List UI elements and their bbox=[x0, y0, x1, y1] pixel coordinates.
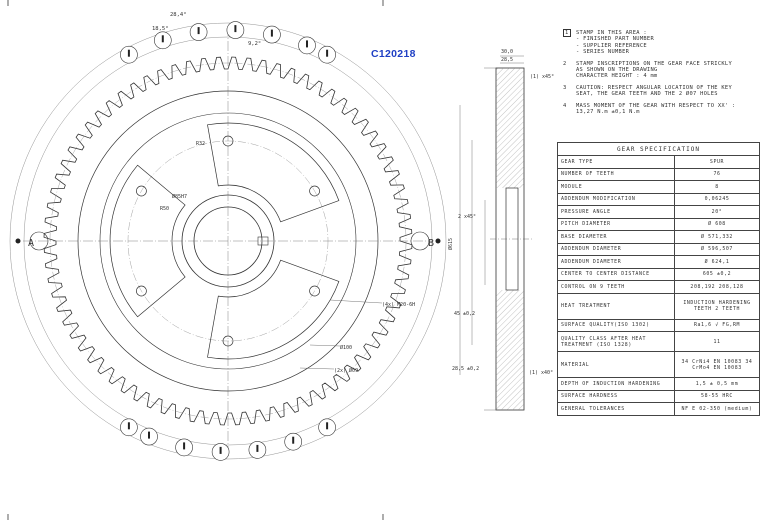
spec-title-row bbox=[558, 143, 760, 156]
stamp-mark bbox=[198, 27, 200, 34]
dim-hole-label: Ø85H7 bbox=[172, 194, 188, 200]
note-text: STAMP INSCRIPTIONS ON THE GEAR FACE STRICKLY AS SHOWN ON THE DRAWING CHARACTER HEIGHT : 4 mm bbox=[576, 60, 732, 80]
spec-value: 34 CrNi4 EN 10083 34 CrMo4 EN 10083 bbox=[675, 352, 760, 378]
gear-specification-table bbox=[557, 142, 760, 416]
spec-row bbox=[558, 403, 760, 416]
spec-value: 76 bbox=[675, 168, 760, 181]
spec-row bbox=[558, 319, 760, 332]
stamp-mark bbox=[271, 30, 273, 37]
note-text: STAMP IN THIS AREA : - FINISHED PART NUMBER - SUPPLIER REFERENCE - SERIES NUMBER bbox=[576, 30, 654, 56]
spec-value: 20° bbox=[675, 206, 760, 219]
spec-label: ADDENDUM DIAMETER bbox=[558, 256, 675, 269]
gear-section-view bbox=[460, 56, 532, 410]
section-width-label: 30,0 bbox=[501, 49, 514, 55]
spec-label: NUMBER OF TEETH bbox=[558, 168, 675, 181]
spec-row bbox=[558, 206, 760, 219]
spec-label: MATERIAL bbox=[558, 352, 675, 378]
overall-diameter-label: Ø615 bbox=[448, 237, 454, 250]
dim-right-label: (4x) M20-6H bbox=[382, 302, 416, 308]
note-text: CAUTION: RESPECT ANGULAR LOCATION OF THE KEY SEAT, THE GEAR TEETH AND THE 2 Ø07 HOLES bbox=[576, 84, 732, 98]
note-item bbox=[563, 61, 763, 80]
spec-row bbox=[558, 378, 760, 391]
section-b-label: B bbox=[428, 238, 435, 249]
spec-value: Ø 571,332 bbox=[675, 231, 760, 244]
section-a-label: A bbox=[28, 238, 35, 249]
dim-bore-label: Ø100 bbox=[340, 345, 353, 351]
spec-row bbox=[558, 281, 760, 294]
stamp-mark bbox=[234, 25, 236, 32]
chamfer-left-label: 2 x45° bbox=[458, 214, 477, 220]
spec-value: SPUR bbox=[675, 156, 760, 169]
spec-label: BASE DIAMETER bbox=[558, 231, 675, 244]
section-marker-dot bbox=[16, 239, 21, 244]
spec-value: Ø 624,1 bbox=[675, 256, 760, 269]
stamp-mark bbox=[162, 35, 164, 42]
dim-bottom-left-label: 28,5 ±0,2 bbox=[452, 366, 480, 372]
note-text: MASS MOMENT OF THE GEAR WITH RESPECT TO XX' : 13,27 N.m ±0,1 N.m bbox=[576, 102, 736, 116]
section-width2-label: 28,5 bbox=[501, 57, 514, 63]
note-item bbox=[563, 85, 763, 98]
section-marker-dot bbox=[436, 239, 441, 244]
spec-row bbox=[558, 156, 760, 169]
spec-label: PITCH DIAMETER bbox=[558, 218, 675, 231]
spec-row bbox=[558, 390, 760, 403]
spec-label: HEAT TREATMENT bbox=[558, 293, 675, 319]
angle-top-label: 28,4° bbox=[170, 12, 187, 18]
spec-label: ADDENDUM DIAMETER bbox=[558, 243, 675, 256]
dim-bottom-label: (2x) Ø09 bbox=[334, 368, 359, 374]
spec-label: CENTER TO CENTER DISTANCE bbox=[558, 268, 675, 281]
spec-value: NF E 02-350 (medium) bbox=[675, 403, 760, 416]
spec-title: GEAR SPECIFICATION bbox=[558, 143, 760, 156]
spec-value: 58-55 HRC bbox=[675, 390, 760, 403]
spec-row bbox=[558, 193, 760, 206]
spec-row bbox=[558, 231, 760, 244]
chamfer-top-label: (1) x45° bbox=[530, 74, 555, 80]
spec-value: 605 ±0,2 bbox=[675, 268, 760, 281]
spec-row bbox=[558, 218, 760, 231]
spec-row bbox=[558, 332, 760, 352]
stamp-mark bbox=[128, 50, 130, 57]
stamp-mark bbox=[220, 447, 222, 454]
spec-label: GENERAL TOLERANCES bbox=[558, 403, 675, 416]
spec-row bbox=[558, 293, 760, 319]
spec-value: 11 bbox=[675, 332, 760, 352]
leader-line bbox=[330, 300, 382, 303]
dim-left-label: 45 ±0,2 bbox=[454, 311, 476, 317]
drawing-number: C120218 bbox=[371, 48, 416, 60]
note-number: 3 bbox=[563, 84, 567, 91]
chamfer-bottom-label: (1) x40° bbox=[529, 370, 554, 376]
spec-label: GEAR TYPE bbox=[558, 156, 675, 169]
stamp-mark bbox=[292, 437, 294, 444]
spec-value: 1,5 ± 0,5 mm bbox=[675, 378, 760, 391]
spec-label: DEPTH OF INDUCTION HARDENING bbox=[558, 378, 675, 391]
stamp-mark bbox=[256, 445, 258, 452]
spec-label: MODULE bbox=[558, 181, 675, 194]
note-item bbox=[563, 30, 763, 56]
spec-row bbox=[558, 256, 760, 269]
drawing-notes bbox=[563, 30, 763, 120]
radius-inner-label: R50 bbox=[160, 206, 170, 212]
spec-label: SURFACE QUALITY(ISO 1302) bbox=[558, 319, 675, 332]
spec-value: 208,192 208,128 bbox=[675, 281, 760, 294]
spec-row bbox=[558, 168, 760, 181]
gear-front-view bbox=[10, 22, 446, 461]
stamp-mark bbox=[306, 40, 308, 47]
angle-mid-label: 9,2° bbox=[248, 41, 262, 47]
spec-label: QUALITY CLASS AFTER HEAT TREATMENT (ISO 1328) bbox=[558, 332, 675, 352]
spec-row bbox=[558, 352, 760, 378]
spec-row bbox=[558, 243, 760, 256]
spec-label: PRESSURE ANGLE bbox=[558, 206, 675, 219]
stamp-mark bbox=[326, 422, 328, 429]
note-number: 4 bbox=[563, 102, 567, 109]
spec-value: 0,06245 bbox=[675, 193, 760, 206]
stamp-mark bbox=[326, 50, 328, 57]
spec-label: CONTROL ON 9 TEETH bbox=[558, 281, 675, 294]
spec-label: ADDENDUM MODIFICATION bbox=[558, 193, 675, 206]
spec-value: 8 bbox=[675, 181, 760, 194]
spec-value: INDUCTION HARDENING TEETH 2 TEETH bbox=[675, 293, 760, 319]
stamp-mark bbox=[128, 422, 130, 429]
spec-row bbox=[558, 181, 760, 194]
note-number: 2 bbox=[563, 60, 567, 67]
stamp-mark bbox=[183, 442, 185, 449]
note-number: 1 bbox=[565, 30, 569, 36]
note-item bbox=[563, 103, 763, 116]
radius-outer-label: R32 bbox=[196, 141, 206, 147]
angle-top2-label: 18,5° bbox=[152, 26, 169, 32]
spec-value: Ø 608 bbox=[675, 218, 760, 231]
spec-value: Ra1,6 √ FG,RM bbox=[675, 319, 760, 332]
stamp-mark bbox=[148, 432, 150, 439]
spec-value: Ø 596,507 bbox=[675, 243, 760, 256]
spec-row bbox=[558, 268, 760, 281]
spec-label: SURFACE HARDNESS bbox=[558, 390, 675, 403]
leader-line bbox=[300, 368, 334, 369]
